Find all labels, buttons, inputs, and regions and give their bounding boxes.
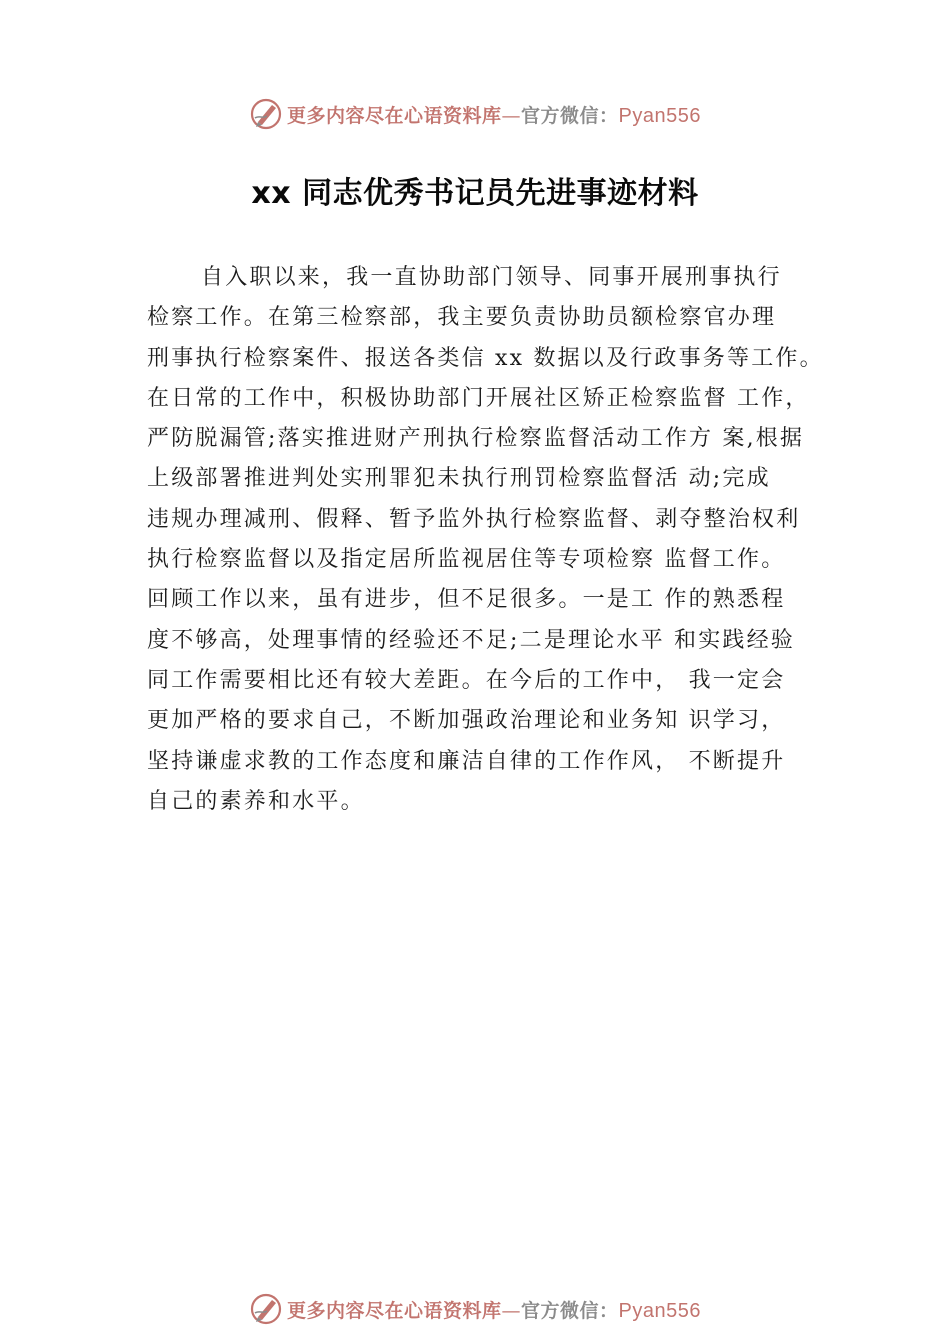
banner-wechat-id: Pyan556 xyxy=(618,1299,701,1322)
banner-dash: — xyxy=(501,104,522,127)
banner-dash: — xyxy=(501,1299,522,1322)
document-title: xx 同志优秀书记员先进事迹材料 xyxy=(251,176,699,211)
banner-wechat-label: 官方微信： xyxy=(521,1299,619,1322)
body-line: 严防脱漏管;落实推进财产刑执行检察监督活动工作方 案,根据 xyxy=(147,426,805,452)
banner-text xyxy=(287,101,701,128)
banner-brand: 更多内容尽在心语资料库 xyxy=(287,1299,502,1322)
body-line: 在日常的工作中，积极协助部门开展社区矫正检察监督 工作， xyxy=(147,385,810,411)
body-line: 自入职以来，我一直协助部门领导、同事开展刑事执行 xyxy=(201,265,782,290)
body-line: 同工作需要相比还有较大差距。在今后的工作中， 我一定会 xyxy=(147,667,786,693)
body-line: 违规办理减刑、假释、暂予监外执行检察监督、剥夺整治权利 xyxy=(147,506,801,532)
banner-wechat-id: Pyan556 xyxy=(618,104,701,127)
body-line: 度不够高，处理事情的经验还不足;二是理论水平 和实践经验 xyxy=(147,627,796,653)
footer-banner xyxy=(0,1289,950,1329)
document-body xyxy=(147,258,847,822)
body-line: 执行检察监督以及指定居所监视居住等专项检察 监督工作。 xyxy=(147,547,786,573)
pen-circle-logo-icon xyxy=(249,97,283,131)
banner-brand: 更多内容尽在心语资料库 xyxy=(287,104,502,127)
body-line: 更加严格的要求自己，不断加强政治理论和业务知 识学习， xyxy=(147,708,786,734)
pen-circle-logo-icon xyxy=(249,1292,283,1326)
body-line: 回顾工作以来，虽有进步，但不足很多。一是工 作的熟悉程 xyxy=(147,587,786,613)
body-line: 刑事执行检察案件、报送各类信 xx 数据以及行政事务等工作。 xyxy=(147,345,824,371)
banner-text xyxy=(287,1296,701,1323)
body-line: 自己的素养和水平。 xyxy=(147,788,365,814)
body-line: 检察工作。在第三检察部，我主要负责协助员额检察官办理 xyxy=(147,305,777,331)
body-line: 上级部署推进判处实刑罪犯未执行刑罚检察监督活 动;完成 xyxy=(147,466,771,492)
header-banner xyxy=(0,94,950,134)
body-line: 坚持谦虚求教的工作态度和廉洁自律的工作作风， 不断提升 xyxy=(147,748,786,774)
banner-wechat-label: 官方微信： xyxy=(521,104,619,127)
